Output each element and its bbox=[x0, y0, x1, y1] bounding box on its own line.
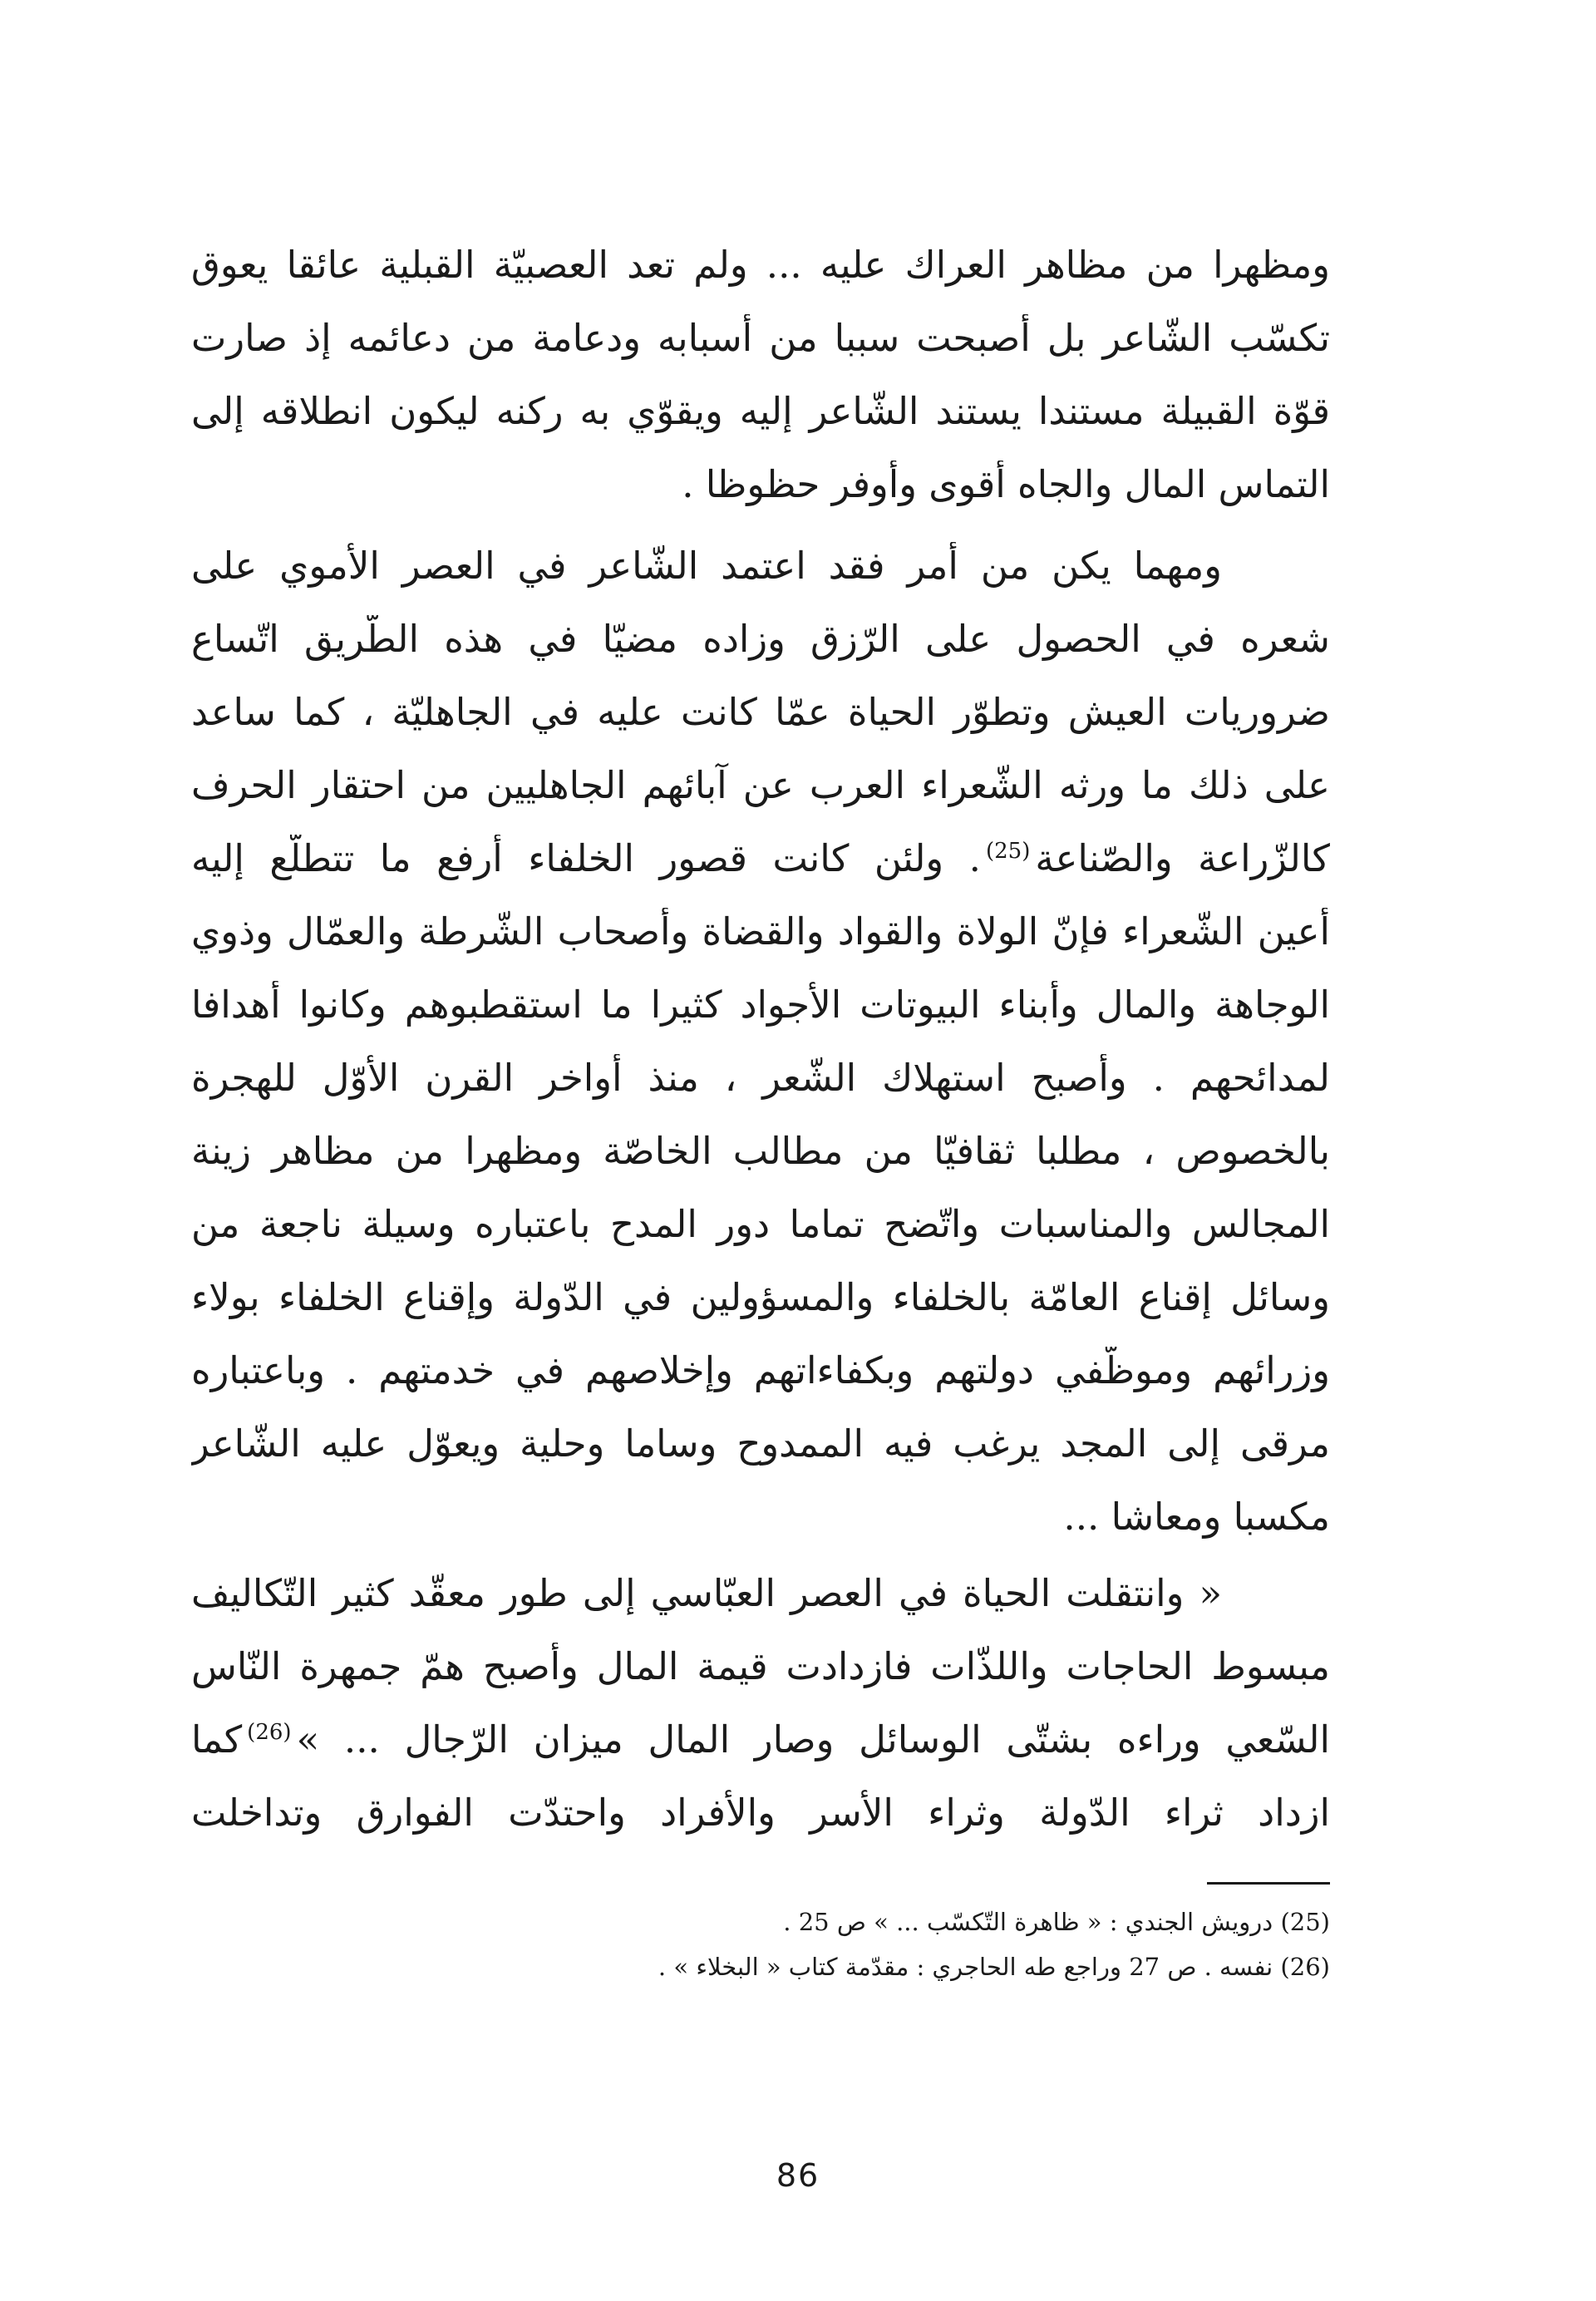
text-line: ازداد ثراء الدّولة وثراء الأسر والأفراد واحتدّت الفوارق وتداخلت bbox=[191, 1791, 1330, 1835]
text-line: ومهما يكن من أمر فقد اعتمد الشّاعر في العصر الأموي على bbox=[191, 544, 1222, 588]
text-line: وسائل إقناع العامّة بالخلفاء والمسؤولين في الدّولة وإقناع الخلفاء بولاء bbox=[191, 1275, 1330, 1319]
page-number: 86 bbox=[776, 2157, 820, 2194]
body-text bbox=[191, 0, 1330, 1835]
text-line: ومظهرا من مظاهر العراك عليه ... ولم تعد العصبيّة القبلية عائقا يعوق bbox=[191, 243, 1330, 287]
text-line: كالزّراعة والصّناعة(25). ولئن كانت قصور الخلفاء أرفع ما تتطلّع إليه bbox=[191, 836, 1330, 880]
text-line: على ذلك ما ورثه الشّعراء العرب عن آبائهم الجاهليين من احتقار الحرف bbox=[191, 763, 1330, 807]
text-line: الوجاهة والمال وأبناء البيوتات الأجواد كثيرا ما استقطبوهم وكانوا أهدافا bbox=[191, 983, 1330, 1027]
text-line: قوّة القبيلة مستندا يستند الشّاعر إليه ويقوّي به ركنه ليكون انطلاقه إلى bbox=[191, 389, 1330, 433]
text-line: مبسوط الحاجات واللذّات فازدادت قيمة المال وأصبح همّ جمهرة النّاس bbox=[191, 1644, 1330, 1688]
text-line: وزرائهم وموظّفي دولتهم وبكفاءاتهم وإخلاصهم في خدمتهم . وباعتباره bbox=[191, 1348, 1330, 1392]
text-segment: كما bbox=[191, 1717, 243, 1761]
text-segment: كالزّراعة والصّناعة bbox=[1035, 836, 1330, 880]
text-segment: . ولئن كانت قصور الخلفاء أرفع ما تتطلّع إليه bbox=[191, 836, 981, 880]
text-line: بالخصوص ، مطلبا ثقافيّا من مطالب الخاصّة ومظهرا من مظاهر زينة bbox=[191, 1129, 1330, 1173]
text-line: ضروريات العيش وتطوّر الحياة عمّا كانت عليه في الجاهليّة ، كما ساعد bbox=[191, 690, 1330, 734]
footnote-separator bbox=[1207, 1882, 1330, 1885]
footnote: (26) نفسه . ص 27 وراجع طه الحاجري : مقدّمة كتاب « البخلاء » . bbox=[658, 1953, 1330, 1981]
text-segment: السّعي وراءه بشتّى الوسائل وصار المال ميزان الرّجال ... » bbox=[296, 1717, 1330, 1761]
text-line: مكسبا ومعاشا ... bbox=[1063, 1495, 1330, 1539]
text-line: تكسّب الشّاعر بل أصبحت سببا من أسبابه ودعامة من دعائمه إذ صارت bbox=[191, 316, 1330, 360]
text-line: أعين الشّعراء فإنّ الولاة والقواد والقضاة وأصحاب الشّرطة والعمّال وذوي bbox=[191, 909, 1330, 953]
text-line: التماس المال والجاه أقوى وأوفر حظوظا . bbox=[682, 462, 1330, 506]
text-line: « وانتقلت الحياة في العصر العبّاسي إلى طور معقّد كثير التّكاليف bbox=[191, 1571, 1222, 1615]
text-line: المجالس والمناسبات واتّضح تماما دور المدح باعتباره وسيلة ناجعة من bbox=[191, 1202, 1330, 1246]
text-line: شعره في الحصول على الرّزق وزاده مضيّا في هذه الطّريق اتّساع bbox=[191, 617, 1330, 661]
text-line: السّعي وراءه بشتّى الوسائل وصار المال ميزان الرّجال ... »(26)كما bbox=[191, 1717, 1330, 1761]
footnote: (25) درويش الجندي : « ظاهرة التّكسّب ... » ص 25 . bbox=[783, 1908, 1330, 1936]
text-line: لمدائحهم . وأصبح استهلاك الشّعر ، منذ أواخر القرن الأوّل للهجرة bbox=[191, 1056, 1330, 1100]
text-line: مرقى إلى المجد يرغب فيه الممدوح وساما وحلية ويعوّل عليه الشّاعر bbox=[191, 1421, 1330, 1466]
